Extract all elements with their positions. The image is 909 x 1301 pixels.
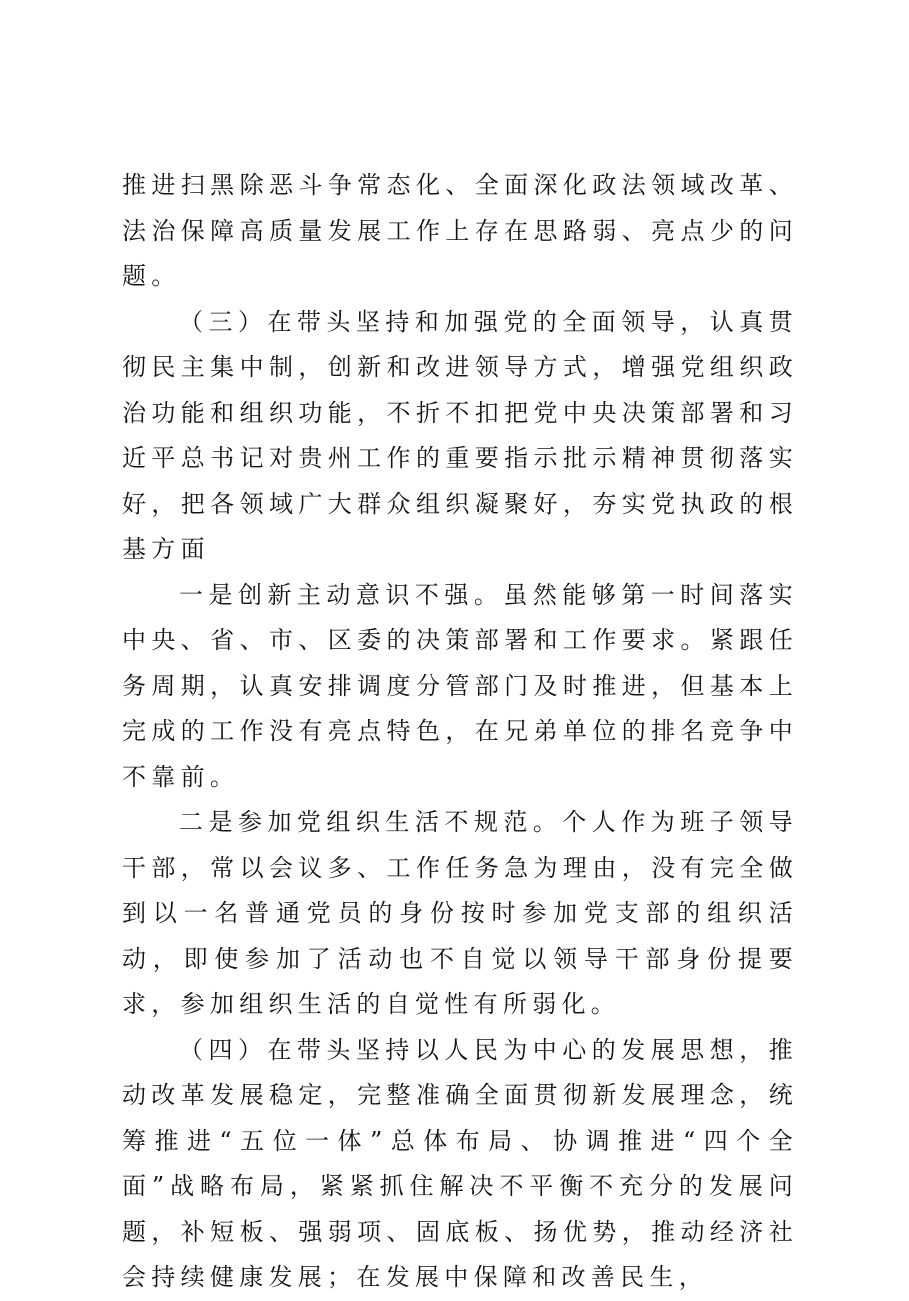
paragraph-point-two: 二是参加党组织生活不规范。个人作为班子领导干部，常以会议多、工作任务急为理由，没有完全做到以一名普通党员的身份按时参加党支部的组织活动，即使参加了活动也不自觉以领导干部身份提要求，参加组织生活的自觉性有所弱化。 [122,808,798,1018]
paragraph-continuation: 推进扫黑除恶斗争常态化、全面深化政法领域改革、法治保障高质量发展工作上存在思路弱、亮点少的问题。 [122,171,798,290]
paragraph-point-one: 一是创新主动意识不强。虽然能够第一时间落实中央、省、市、区委的决策部署和工作要求。紧跟任务周期，认真安排调度分管部门及时推进，但基本上完成的工作没有亮点特色，在兄弟单位的排名竞争中不靠前。 [122,580,798,791]
document-body [122,163,798,1301]
paragraph-section-four-heading: （四）在带头坚持以人民为中心的发展思想，推动改革发展稳定，完整准确全面贯彻新发展理念，统筹推进“五位一体”总体布局、协调推进“四个全面”战略布局，紧紧抓住解决不平衡不充分的发展问题，补短板、强弱项、固底板、扬优势，推动经济社会持续健康发展；在发展中保障和改善民生， [122,1035,798,1291]
paragraph-section-three-heading: （三）在带头坚持和加强党的全面领导，认真贯彻民主集中制，创新和改进领导方式，增强党组织政治功能和组织功能，不折不扣把党中央决策部署和习近平总书记对贵州工作的重要指示批示精神贯彻落实好，把各领域广大群众组织凝聚好，夯实党执政的根基方面 [122,307,798,563]
